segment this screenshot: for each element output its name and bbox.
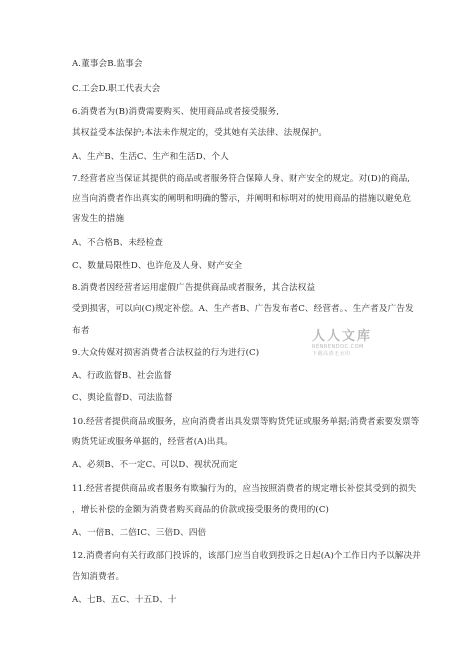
text-line: C、数量局限性D、也许危及人身、财产安全 bbox=[72, 261, 243, 271]
text-line: C.工会D.职工代表大会 bbox=[72, 84, 161, 94]
watermark-tagline: 下载高清无水印 bbox=[312, 351, 351, 357]
text-line: A、七B、五C、十五D、十 bbox=[72, 595, 177, 605]
text-line: 害发生的措施 bbox=[72, 214, 125, 224]
text-line: 8.消费者因经营者运用虚假广告提供商品或者服务，其合法权益 bbox=[72, 283, 316, 293]
text-line: A、不合格B、未经检查 bbox=[72, 238, 163, 248]
watermark-subtitle: RENRENDOC.COM bbox=[312, 344, 364, 350]
text-line: 10.经营者提供商品或服务，应向消费者出具发票等购货凭证或服务单据;消费者索要发票等 bbox=[72, 417, 420, 427]
text-line: 6.消费者为(B)消费需要购买、使用商品或者接受服务, bbox=[72, 107, 280, 117]
text-line: 11.经营者提供商品或者服务有欺骗行为的，应当按照消费者的规定增长补偿其受到的损失 bbox=[72, 484, 417, 494]
text-line: A、行政监督B、社会监督 bbox=[72, 371, 172, 381]
text-line: 7.经营者应当保证其提供的商品或者服务符合保障人身、财产安全的规定。对(D)的商品, bbox=[72, 174, 411, 184]
text-line: 告知消费者。 bbox=[72, 572, 125, 582]
text-line: A、生产B、生活C、生产和生活D、个人 bbox=[72, 152, 229, 162]
watermark bbox=[312, 330, 422, 360]
text-line: 应当向消费者作出真实的阐明和明确的警示，并阐明和标明对的使用商品的措施以避免危 bbox=[72, 194, 412, 204]
text-line: 9.大众传媒对损害消费者合法权益的行为进行(C) bbox=[72, 348, 260, 358]
text-line: A.董事会B.监事会 bbox=[72, 59, 143, 69]
text-line: A、必须B、不一定C、可以D、视状况而定 bbox=[72, 460, 238, 470]
text-line: 购货凭证或服务单据的，经营者(A)出具。 bbox=[72, 437, 234, 447]
text-line: ，增长补偿的金额为消费者购买商品的价款或接受服务的费用的(C) bbox=[72, 505, 330, 515]
text-line: 布者 bbox=[72, 326, 90, 336]
text-line: A、一倍B、二倍IC、三倍D、四倍 bbox=[72, 528, 207, 538]
text-line: 受到损害，可以向(C)规定补偿。A、生产者B、广告发布者C、经营者。、生产者及广告发 bbox=[72, 304, 414, 314]
text-line: 其权益受本法保护;本法未作规定的，受其她有关法律、法规保护。 bbox=[72, 128, 328, 138]
text-line: 12.消费者向有关行政部门投诉的，该部门应当自收到投诉之日起(A)个工作日内予以解决并 bbox=[72, 551, 421, 561]
text-line: C、舆论监督D、司法监督 bbox=[72, 393, 173, 403]
watermark-title: 人人文库 bbox=[312, 329, 373, 344]
